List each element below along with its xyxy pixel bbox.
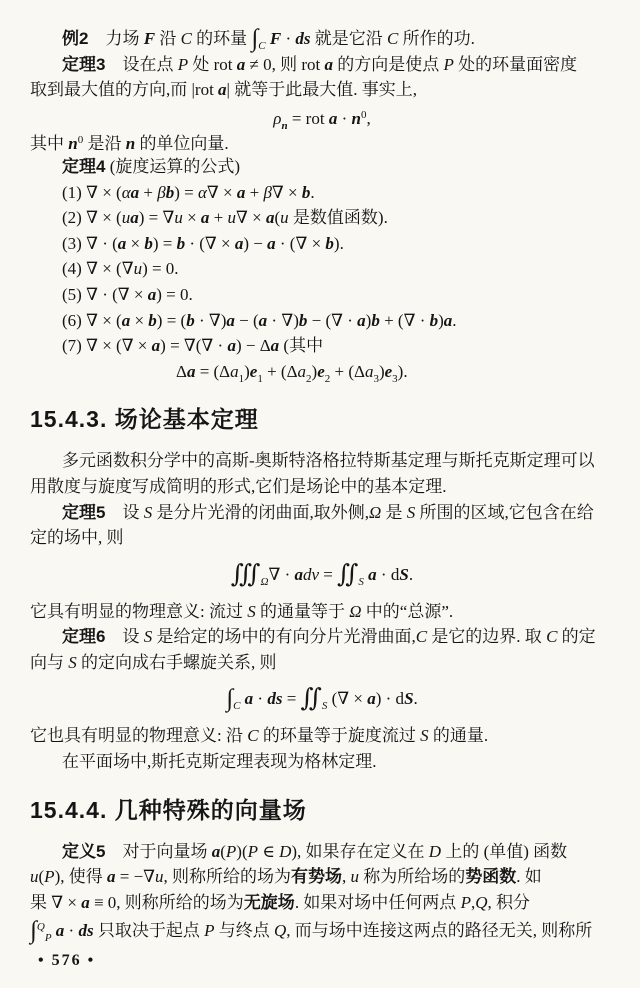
laplacian-expansion xyxy=(30,359,614,385)
text-run: Δ xyxy=(176,361,187,381)
text-run: ) · d xyxy=(375,689,405,709)
integral-symbol: ∫ xyxy=(226,685,234,713)
text-run: b xyxy=(176,233,186,253)
text-run: b xyxy=(144,233,153,253)
text-run: 0 xyxy=(360,108,367,121)
text-run: 是它的边界. 取 xyxy=(427,627,547,647)
text-run: (旋度运算的公式) xyxy=(105,156,241,176)
text-run: ds xyxy=(78,921,94,941)
text-run: 无旋场 xyxy=(243,892,295,912)
text-run: , xyxy=(342,867,351,887)
text-run: = (Δ xyxy=(195,361,231,381)
text-run: a xyxy=(236,182,246,202)
text-run: ) = 0. xyxy=(156,284,193,304)
section-heading-15-4-3 xyxy=(30,400,614,438)
text-run: Q xyxy=(36,921,45,934)
text-run: a xyxy=(200,208,210,228)
text-run: a xyxy=(226,310,235,330)
text-run: ) − xyxy=(243,233,268,253)
text-run: 对于向量场 xyxy=(105,841,212,861)
text-run: , xyxy=(470,892,476,912)
text-run: S xyxy=(143,627,153,647)
text-run: + xyxy=(139,182,158,202)
stokes-meaning-line xyxy=(30,723,614,749)
theorem-3-line-2 xyxy=(30,77,614,103)
text-run: ∈ xyxy=(258,841,280,861)
text-run: 的单位向量. xyxy=(135,134,229,154)
text-run: a xyxy=(364,361,374,381)
text-run: 所围的区域,它包含在给 xyxy=(415,502,594,522)
text-run: F xyxy=(269,29,282,48)
text-run: 中的“总源”. xyxy=(361,601,454,621)
text-run: + (Δ xyxy=(262,361,298,381)
text-run: b xyxy=(148,310,157,330)
text-run: a xyxy=(117,233,127,253)
text-run: ( xyxy=(38,867,45,887)
text-run: a xyxy=(324,54,333,74)
text-run: 15.4.3. 场论基本定理 xyxy=(30,406,259,433)
text-run: e xyxy=(317,361,325,381)
text-run: a xyxy=(151,336,161,356)
text-run: P xyxy=(44,932,52,945)
text-run: ds xyxy=(295,29,311,48)
definition-5-line-4 xyxy=(30,915,614,945)
curl-formula-1 xyxy=(30,180,614,206)
rho-formula xyxy=(30,103,614,132)
text-run: ( xyxy=(274,208,281,228)
text-run: P xyxy=(225,841,237,861)
text-run: n xyxy=(351,108,361,128)
text-run: S xyxy=(143,502,153,522)
text-run: 设 xyxy=(105,502,144,522)
theorem-3-line-1 xyxy=(30,52,614,78)
text-run: 多元函数积分学中的高斯-奥斯特洛格拉特斯基定理与斯托克斯定理可以 xyxy=(62,451,595,471)
text-run: , 积分 xyxy=(487,892,530,912)
text-run: β xyxy=(157,182,166,202)
text-run: a xyxy=(294,564,303,584)
text-run: β xyxy=(263,182,272,202)
text-run: u xyxy=(121,208,131,228)
text-run: ) = ∇(∇ · xyxy=(160,336,228,356)
text-run: Q xyxy=(273,921,287,941)
text-run: D xyxy=(279,841,292,861)
text-run: · xyxy=(281,29,296,48)
text-run: e xyxy=(249,361,258,381)
text-run: 称为所给场的 xyxy=(359,867,466,887)
text-run: α xyxy=(121,182,131,202)
text-run: b xyxy=(301,182,311,202)
text-run: C xyxy=(258,40,266,52)
text-run: u xyxy=(280,208,289,228)
text-run: 是数值函数). xyxy=(288,208,388,228)
text-run: − ( xyxy=(234,310,259,330)
text-run: 沿 xyxy=(155,29,181,48)
text-run: 2 xyxy=(324,372,331,385)
definition-5-line-1 xyxy=(30,839,614,865)
text-run: · xyxy=(253,689,268,709)
green-theorem-line xyxy=(30,749,614,775)
text-run: 是分片光滑的闭曲面,取外侧, xyxy=(152,502,369,522)
text-run: 1 xyxy=(257,372,263,385)
text-run: = xyxy=(319,564,338,584)
curl-formula-6 xyxy=(30,308,614,334)
text-run: C xyxy=(546,627,558,647)
text-run: Q xyxy=(475,892,488,912)
text-run: 是 xyxy=(381,502,407,522)
text-run: ). xyxy=(397,361,408,381)
text-run: × xyxy=(126,233,145,253)
text-run: . xyxy=(413,689,418,709)
text-run: 处 rot xyxy=(188,54,237,74)
text-run: S xyxy=(399,564,409,584)
text-run: Ω xyxy=(368,502,382,522)
text-run: 只取决于起点 xyxy=(93,921,205,941)
text-run: − (∇ · xyxy=(307,310,358,330)
text-run: P xyxy=(204,921,215,941)
text-run: b xyxy=(298,310,308,330)
text-run: ) = ∇ xyxy=(138,208,175,228)
text-run: + (Δ xyxy=(330,361,365,381)
text-run: (1) ∇ × ( xyxy=(62,182,122,202)
text-run: ) = ( xyxy=(156,310,187,330)
text-run: S xyxy=(358,575,364,588)
curl-formula-7 xyxy=(30,333,614,359)
text-run: ) = xyxy=(174,182,198,202)
text-run: + xyxy=(245,182,264,202)
curl-formula-2 xyxy=(30,205,614,231)
text-run: 是给定的场中的有向分片光滑曲面, xyxy=(152,627,416,647)
text-run: ∇ × xyxy=(271,182,302,202)
text-run: = rot xyxy=(287,108,329,128)
text-run: × xyxy=(182,208,201,228)
text-run: ≠ 0, 则 rot xyxy=(245,54,325,74)
text-run: · (∇ × xyxy=(185,233,235,253)
text-run: a xyxy=(130,182,140,202)
text-run: a xyxy=(106,867,116,887)
text-run: a xyxy=(443,310,453,330)
text-run: α xyxy=(197,182,207,202)
text-run: 3 xyxy=(373,372,379,385)
text-run: a xyxy=(230,361,239,381)
intro-line-1 xyxy=(30,448,614,474)
text-run: ), 如果存在定义在 xyxy=(291,841,429,861)
text-run: ≡ 0, 则称所给的场为 xyxy=(89,892,244,912)
text-run: u xyxy=(350,867,360,887)
text-run: 用散度与旋度写成简明的形式,它们是场论中的基本定理. xyxy=(30,476,447,496)
stokes-formula xyxy=(30,679,614,719)
text-run: b xyxy=(186,310,195,330)
text-run: b xyxy=(429,310,439,330)
text-run: (7) ∇ × (∇ × xyxy=(62,336,152,356)
text-run: a xyxy=(234,233,244,253)
text-run: a xyxy=(244,689,254,709)
text-run: . 如 xyxy=(516,867,542,887)
text-run: (∇ × xyxy=(327,689,368,709)
text-run: ds xyxy=(267,689,283,709)
theorem-5-line-2 xyxy=(30,525,614,551)
text-run: . xyxy=(408,564,414,584)
text-run: ). xyxy=(333,233,344,253)
text-run: (5) ∇ · (∇ × xyxy=(62,284,148,304)
text-run: 定义5 xyxy=(62,841,106,861)
text-run: S xyxy=(404,689,414,709)
text-run: n xyxy=(68,134,78,154)
text-run: dv xyxy=(302,564,320,584)
text-run: a xyxy=(367,689,376,709)
text-run: + (∇ · xyxy=(379,310,430,330)
text-run: ∇ × xyxy=(236,208,266,228)
text-run: C xyxy=(233,700,241,713)
text-run: | 就等于此最大值. 事实上, xyxy=(226,80,417,100)
text-run: b xyxy=(165,182,175,202)
text-run: , 则称所给的场为 xyxy=(163,867,292,887)
text-run: P xyxy=(460,892,471,912)
text-run: 其中 xyxy=(30,134,69,154)
integral-symbol: ∬ xyxy=(337,560,359,588)
text-run: n xyxy=(125,134,136,154)
text-run: a xyxy=(270,336,280,356)
definition-5-line-2 xyxy=(30,864,614,890)
text-run: = xyxy=(282,689,301,709)
page-number: • 576 • xyxy=(38,952,96,969)
text-run: a xyxy=(211,841,221,861)
theorem-6-line-1 xyxy=(30,624,614,650)
text-run: (4) ∇ × (∇ xyxy=(62,259,134,279)
text-run: P xyxy=(443,54,454,74)
text-run: 果 ∇ × xyxy=(30,892,82,912)
text-run: a xyxy=(267,233,276,253)
text-run: = −∇ xyxy=(115,867,156,887)
text-run: ρ xyxy=(273,108,282,128)
text-run: a xyxy=(55,921,65,941)
integral-symbol: ∫ xyxy=(251,25,259,52)
text-run: a xyxy=(297,361,307,381)
text-run: a xyxy=(186,361,196,381)
theorem-5-line-1 xyxy=(30,500,614,526)
text-run: ) = 0. xyxy=(142,259,179,279)
text-run: 设 xyxy=(105,627,144,647)
text-run: a xyxy=(236,54,246,74)
text-run: + xyxy=(209,208,228,228)
text-run: 力场 xyxy=(88,29,144,48)
curl-formula-4 xyxy=(30,256,614,282)
example-2-line xyxy=(30,26,614,52)
text-run: a xyxy=(121,310,131,330)
theorem-6-line-2 xyxy=(30,650,614,676)
text-run: · ∇) xyxy=(267,310,299,330)
unit-vector-line xyxy=(30,128,614,154)
text-run: 的环量等于旋度流过 xyxy=(258,726,421,746)
text-run: a xyxy=(218,80,227,100)
text-run: 的方向是使点 xyxy=(332,54,444,74)
text-run: Ω xyxy=(349,601,362,621)
section-heading-15-4-4 xyxy=(30,791,614,829)
text-run: 0 xyxy=(77,134,84,147)
text-run: u xyxy=(155,867,164,887)
text-run: 定理5 xyxy=(62,502,106,522)
text-run: ) xyxy=(438,310,444,330)
text-run: ) xyxy=(378,361,385,381)
text-run: 所作的功. xyxy=(398,29,475,48)
text-run: 处的环量面密度 xyxy=(453,54,578,74)
text-run: u xyxy=(133,259,143,279)
text-run: , 而与场中连接这两点的路径无关, 则称所 xyxy=(286,921,593,941)
text-run: C xyxy=(180,29,192,48)
integral-symbol: ∫ xyxy=(30,917,37,945)
text-run: S xyxy=(68,652,77,672)
text-run: a xyxy=(328,108,338,128)
text-run: C xyxy=(387,29,399,48)
text-run: 上的 (单值) 函数 xyxy=(441,841,568,861)
text-run: P xyxy=(44,867,55,887)
text-run: · d xyxy=(376,564,400,584)
text-run: 就是它沿 xyxy=(310,29,387,48)
text-run: S xyxy=(420,726,429,746)
text-run: · xyxy=(64,921,79,941)
text-run: 向与 xyxy=(30,652,69,672)
text-run: 设在点 xyxy=(105,54,178,74)
text-run: ) xyxy=(365,310,372,330)
text-run: 1 xyxy=(238,372,245,385)
text-run: C xyxy=(415,627,428,647)
text-run: . xyxy=(452,310,457,330)
text-run: a xyxy=(227,336,236,356)
text-run: b xyxy=(371,310,380,330)
text-run: 例2 xyxy=(62,29,89,48)
integral-symbol: ∭ xyxy=(230,560,261,588)
text-run: 的通量. xyxy=(428,726,489,746)
text-run: · (∇ × xyxy=(275,233,326,253)
text-run: D xyxy=(428,841,442,861)
text-run: 定理4 xyxy=(62,156,106,176)
curl-formula-3 xyxy=(30,231,614,257)
text-run: 取到最大值的方向,而 |rot xyxy=(30,80,219,100)
text-run: 在平面场中,斯托克斯定理表现为格林定理. xyxy=(62,752,377,772)
gauss-divergence-formula xyxy=(30,555,614,595)
text-run: 它具有明显的物理意义: 流过 xyxy=(30,601,248,621)
text-run: (2) ∇ × ( xyxy=(62,208,122,228)
text-run: ) xyxy=(311,361,318,381)
text-run: ( xyxy=(220,841,226,861)
text-run: P xyxy=(247,841,258,861)
text-run: Ω xyxy=(260,575,269,588)
text-run: a xyxy=(147,284,157,304)
text-run: ∇ · xyxy=(268,564,295,584)
text-run: C xyxy=(247,726,259,746)
text-run: 定理3 xyxy=(62,54,106,74)
theorem-4-line xyxy=(30,154,614,180)
text-run: 定的场中, 则 xyxy=(30,528,124,548)
curl-formula-5 xyxy=(30,282,614,308)
text-run: a xyxy=(368,564,377,584)
text-run: F xyxy=(143,29,156,48)
text-run: ) − Δ xyxy=(235,336,271,356)
text-run: (6) ∇ × ( xyxy=(62,310,122,330)
text-run: 势函数 xyxy=(465,867,517,887)
text-run: , xyxy=(366,108,371,128)
text-run: 与终点 xyxy=(214,921,274,941)
gauss-meaning-line xyxy=(30,599,614,625)
text-run: e xyxy=(384,361,393,381)
text-run: 的环量 xyxy=(191,29,252,48)
text-run: a xyxy=(258,310,268,330)
integral-symbol: ∬ xyxy=(300,685,322,713)
text-run: . xyxy=(310,182,315,202)
text-run: 15.4.4. 几种特殊的向量场 xyxy=(30,796,307,823)
text-run: 的定向成右手螺旋关系, 则 xyxy=(76,652,277,672)
text-run: · xyxy=(337,108,352,128)
text-run: ∇ × xyxy=(206,182,237,202)
text-run: 有势场 xyxy=(291,867,343,887)
definition-5-line-3 xyxy=(30,890,614,916)
text-run: u xyxy=(30,867,39,887)
text-run: a xyxy=(357,310,366,330)
text-run: 的通量等于 xyxy=(255,601,350,621)
text-run: S xyxy=(321,700,328,713)
text-run: u xyxy=(174,208,183,228)
text-run: 定理6 xyxy=(62,627,106,647)
text-run: · ∇) xyxy=(194,310,227,330)
text-run: S xyxy=(247,601,256,621)
text-run: × xyxy=(130,310,149,330)
text-run: ), 使得 xyxy=(54,867,107,887)
text-run: (其中 xyxy=(279,336,324,356)
text-run: 的定 xyxy=(557,627,596,647)
text-run: S xyxy=(406,502,416,522)
text-run: ) = xyxy=(152,233,177,253)
text-run: 它也具有明显的物理意义: 沿 xyxy=(30,726,248,746)
text-run: 3 xyxy=(392,372,398,385)
text-run: )( xyxy=(236,841,248,861)
text-run: ) xyxy=(244,361,250,381)
intro-line-2 xyxy=(30,474,614,500)
text-run: a xyxy=(265,208,275,228)
text-run: P xyxy=(177,54,189,74)
text-run: b xyxy=(325,233,334,253)
text-run: a xyxy=(81,892,90,912)
text-run: . 如果对场中任何两点 xyxy=(294,892,461,912)
text-run: (3) ∇ · ( xyxy=(62,233,118,253)
text-run: 2 xyxy=(306,372,312,385)
text-run: n xyxy=(281,119,288,132)
text-run: u xyxy=(227,208,237,228)
text-run: a xyxy=(130,208,139,228)
text-run: 是沿 xyxy=(83,134,126,154)
